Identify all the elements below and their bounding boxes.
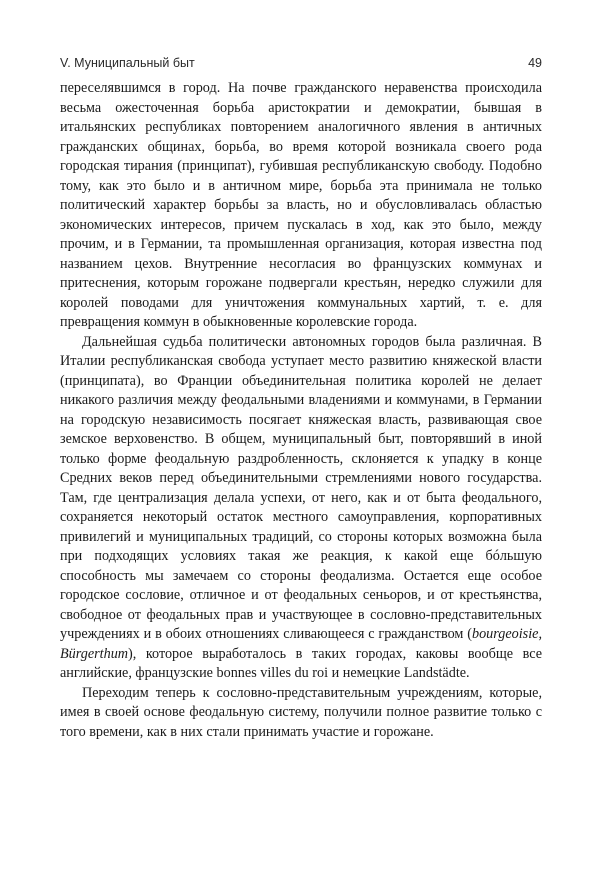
paragraph-2-tail: ), которое выработалось в таких городах, каковы вообще все английские, французские bonnes villes du roi и немецкие Landstädte. — [60, 645, 542, 681]
chapter-title: V. Муниципальный быт — [60, 56, 195, 70]
paragraph-2-italic-terms: bourgeoisie, Bürgerthum — [60, 626, 542, 662]
paragraph-2-text: Дальнейшая судьба политически автономных городов была различная. В Италии республиканская свобода уступает место развитию княжеской власти (принципата), во Франции объединительная политика королей не делает никакого различия между феодальными владениями и коммунами, в Германии на городскую независимость посягает княжеская власть, развивающая свое земское верховенство. В общем, муниципальный быт, повторявший в иной только форме феодальную раздробленность, склоняется к упадку в конце Средних веков перед объединительными стремлениями нового государства. Там, где централизация делала успехи, от него, как и от быта феодального, сохраняется некоторый остаток местного самоуправления, корпоративных привилегий и муниципальных традиций, со стороны которых возможна была при подходящих условиях такая же реакция, к какой еще бóльшую способность мы замечаем со стороны феодализма. Остается еще особое городское сословие, отличное и от феодальных сеньоров, и от крестьянства, свободное от феодальных прав и участвующее в сословно-представительных учреждениях и в обоих отношениях сливающееся с гражданством ( — [60, 333, 542, 642]
paragraph-3: Переходим теперь к сословно-представительным учреждениям, которые, имея в своей основе феодальную систему, получили полное развитие только с того времени, как в них стали принимать участие и горожане. — [60, 684, 542, 740]
paragraph-2 — [60, 333, 542, 684]
running-head — [60, 56, 542, 72]
text-body — [60, 79, 542, 742]
paragraph-1: переселявшимся в город. На почве гражданского неравенства происходила весьма ожесточенная борьба аристократии и демократии, бывшая в итальянских республиках повторением аналогичного явления в античных гражданских общинах, борьба, во время которой возникала своего рода городская тирания (принципат), губившая республиканскую свободу. Подобно тому, как это было и в античном мире, борьба эта принимала не только политический характер борьбы за власть, но и обусловливалась областью экономических интересов, причем пускалась в ход, как это было, между прочим, и в Германии, та промышленная организация, которая известна под названием цехов. Внутренние несогласия во французских коммунах и притеснения, которым горожане подвергали крестьян, нередко служили для королей поводами для уничтожения коммунальных хартий, т. е. для превращения коммун в обыкновенные королевские города. — [60, 80, 542, 330]
page-number: 49 — [528, 56, 542, 70]
